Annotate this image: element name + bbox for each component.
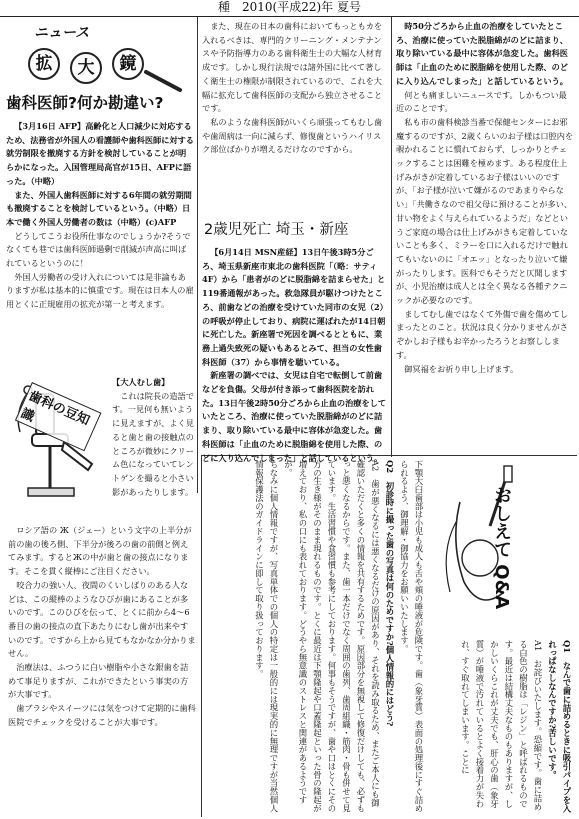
article-1-para-4: 外国人労働者の受け入れについては是非論もありますが私は基本的に慎重です。現在は日本人の雇用とくに正規雇用の拡充が第一と考えます。	[6, 271, 194, 310]
article-1-column-middle	[202, 20, 388, 220]
issue-header: 種 2010(平成22)年 夏号	[0, 0, 579, 17]
article-2-para-2-cont: 時50分ごろから止血の治療をしていたところ、治療に使っていた脱脂綿がのどに詰まり、取り除いている最中に容体が急変した。歯科医師は「止血のために脱脂綿を使用した際、のどに入り込んでしまった」と話しているという。	[396, 21, 568, 86]
column-heading: 歯科の豆知識	[15, 382, 102, 451]
article-2-para-6: 御冥福をお祈り申し上げます。	[404, 363, 519, 374]
article-1-title: 歯科医師?何か勘違い?	[6, 94, 164, 112]
column-para-4: 治療法は、ふつうに白い樹脂や小さな銀歯を詰めて事足りますが、これができたという事実の方が大事です。	[8, 662, 189, 700]
article-2-column-middle	[202, 218, 388, 463]
column-divider-right	[391, 17, 392, 457]
qa-question-2: Q2 初診時に撮った歯の写真は何のためですか?個人情報的にはどう?	[385, 460, 395, 727]
qa-answer-1: A1 お詫びいたします。恐縮です。歯に詰める白色の樹脂は「レジン」と呼ばれるものです。最近は結構丈夫なものもありますが、しかしいくらこれが丈夫でも、肝心の歯（象牙質）が唾液で汚れているとよく接着力が失われ、すぐ取れてしまいます。ことに	[460, 640, 543, 811]
magnifier-char-1: 拡	[28, 48, 60, 80]
article-1-para-3: どうしてこうお役所仕事なのでしょうか?そうでなくても巷では歯科医師過剰で削減が声高に叫ばれているというのに！	[6, 230, 191, 269]
qa-q1-block	[460, 640, 574, 815]
column-para-2: ロシア語の Ж（ジェー）という文字の上半分が前の歯の後ろ側、下半分が後ろの歯の前側と例えてみます。するとЖの中が歯と歯の接点になります。そこを貫く縦棒にご注目ください。	[8, 525, 192, 577]
magnifier-char-2: 大	[70, 52, 102, 84]
article-2-para-5: ましてむし歯ではなくて外傷で歯を傷めてしまったとのこと。状況は良く分かりませんがさぞかしお子様もお辛かったろうとお察しします。	[396, 308, 568, 360]
column-para-3: 咬合力の強い人、夜間のくいしばりのある人などは、この縦棒のようなひびが歯にあることが多いのです。このひびを伝って、とくに前から4～6番目の歯の接点の直下あたりにむし歯が出来やすいのです。ですから上から見てもなかなか分かりません。	[8, 579, 196, 659]
article-2-para-1: 【6月14日 MSN産経】13日午後3時5分ごろ、埼玉県新座市東北の歯科医院「（略：サティ4F）から「患者がのどに脱脂綿を詰まらせた」と119番通報があった。救急隊員が駆けつけたところ、前歯などの治療を受けていた同市の女児（2）の呼吸が停止しており、病院に運ばれたが14日朝に死亡した。新座署で死因を調べるとともに、業務上過失致死の疑いもあるとみて、担当の女性歯科医師（37）から事情を聴いている。	[202, 247, 388, 367]
qa-q2-block	[204, 460, 426, 815]
column-badge: 【大人むし歯】	[112, 377, 170, 387]
qa-heading-illustration	[420, 462, 540, 634]
column-lead	[112, 376, 196, 524]
magnifier-char-3: 鏡	[112, 48, 144, 80]
article-2-title: 2歳児死亡 埼玉・新座	[204, 222, 349, 238]
qa-heading: おしえて Q&A	[491, 486, 512, 610]
qa-answer-1-cont: 下顎大臼歯部は小児も成人も舌や頬の唾液が危険です。歯（象牙質）表面の処理後にすぐ詰められるよう、御理解・御協力をお願いいたします。	[399, 460, 424, 813]
news-logo-label: ニュース	[34, 25, 90, 41]
article-1-para-1: 【3月16日 AFP】高齢化と人口減少に対応するため、法務省が外国人の看護師や歯科医師に対する就労制限を撤廃する方針を検討していることが明らかになった。入国管理局高官が15日、AFPに語った。（中略）	[6, 121, 194, 186]
article-1-para-5: また、現在の日本の歯科においてもっともカを入れるべきは、専門的クリーニング・メンテナンスや予防指導力のある歯科衛生士の大幅な人材育成です。しかし現行法規では諸外国に比べて著しく衛生士の権限が制限されているので、これを大幅に拡充して歯科医師の支配から独立させることです。	[202, 21, 383, 114]
article-1-para-6: 私のような歯科医師がいくら頑張ってもむし歯や歯周病は一向に減らず、修復歯というハイリスク部位ばかりが増えるだけなのですから。	[202, 116, 383, 155]
column-body	[8, 524, 196, 816]
article-2-column-right	[396, 20, 574, 456]
column-para-5: 歯ブラシやスイーツには気をつけて定期的に歯科医院でチェックを受けることが大事です。	[8, 703, 196, 727]
column-divider-bottom	[201, 455, 202, 817]
news-logo	[6, 20, 196, 90]
qa-answer-2-note: ちなみに個人情報ですが、写真単体での個人の特定は一般的には現実的に無理ですが当然個人情報保護法のガイドラインに即して取り扱っております。	[254, 460, 279, 813]
column-lead-text: これは院長の造語です。一見何も無いように見えますが、よく見ると歯と歯の接触点のところが微妙にクリーム色になっていてレントゲンを撮ると小さい影があったりします。	[112, 390, 194, 497]
dental-chair-illustration	[6, 372, 108, 510]
article-2-para-4: 私も市の歯科検診当番で保健センターにお邪魔するのですが、2歳くらいのお子様は口腔内を覗かれることに慣れておらず、しっかりとチェックすることは困難を極めます。ある程度仕上げみがきが定着しているお子様はいいのですが、「お子様が泣いて嫌がるのであまりやらない」「共働きなので祖父母に預けることが多い、甘い物をよく与えられているようだ」などというご家庭の場合は仕上げみがきも定着していないことも多く、ミラーを口に入れるだけで触れてもいないのに「オエッ」となったり泣いて嫌がったりします。医科でもそうだと仄聞しますが、小児治療は成人とは全く異なる各種テクニックが必要なのです。	[396, 116, 574, 306]
qa-question-1: Q1 なんで歯に詰めるときに吸引パイプを入れっぱなしなんですか?苦しいです。	[547, 640, 572, 813]
article-2-para-2: 新座署の調べでは、女児は自宅で転倒して前歯などを負傷。父母が付き添って歯科医院を訪れた。13日午後2時50分ごろから止血の治療をしていたところ、治療に使っていた脱脂綿がのどに詰まり、取り除いている最中に容体が急変した。歯科医師は「止血のために脱脂綿を使用した際、のどに入り込んでしまった」と話しているという。	[202, 370, 387, 463]
column-divider-left	[197, 17, 198, 493]
magnifier-icon	[146, 64, 186, 94]
article-2-para-3: 何とも痛ましいニュースです。しかもつい最近のことです。	[396, 89, 567, 114]
article-1-column-left	[6, 92, 194, 354]
qa-answer-2: A2 歯が悪くなるには悪くなるだけの原因があり、それを読み取るため、またご本人にも御確認いただくと多くの情報を共有するためです。原因部分を無視して修復だけしても、必ずもっと悪くなるからです。また、歯一本だけでなく周囲の歯列、歯周組織・筋肉・骨も併せて見ています。生活習慣や食習慣も参考にしております。何事もそうですが、歯や口はとくにその方の生き様がそのまま現れるものです。とくに最近は下顎隆起や口蓋隆起といった骨の隆起が増えており、私の口にも表れております。どうやら無意識のストレスと関連があるようですが。	[283, 460, 381, 813]
article-1-para-2: また、外国人歯科医師に対する6年間の就労期間も撤廃することを検討しているという。（中略）日本で働く外国人労働者の数は（中略）(c)AFP	[6, 189, 192, 227]
